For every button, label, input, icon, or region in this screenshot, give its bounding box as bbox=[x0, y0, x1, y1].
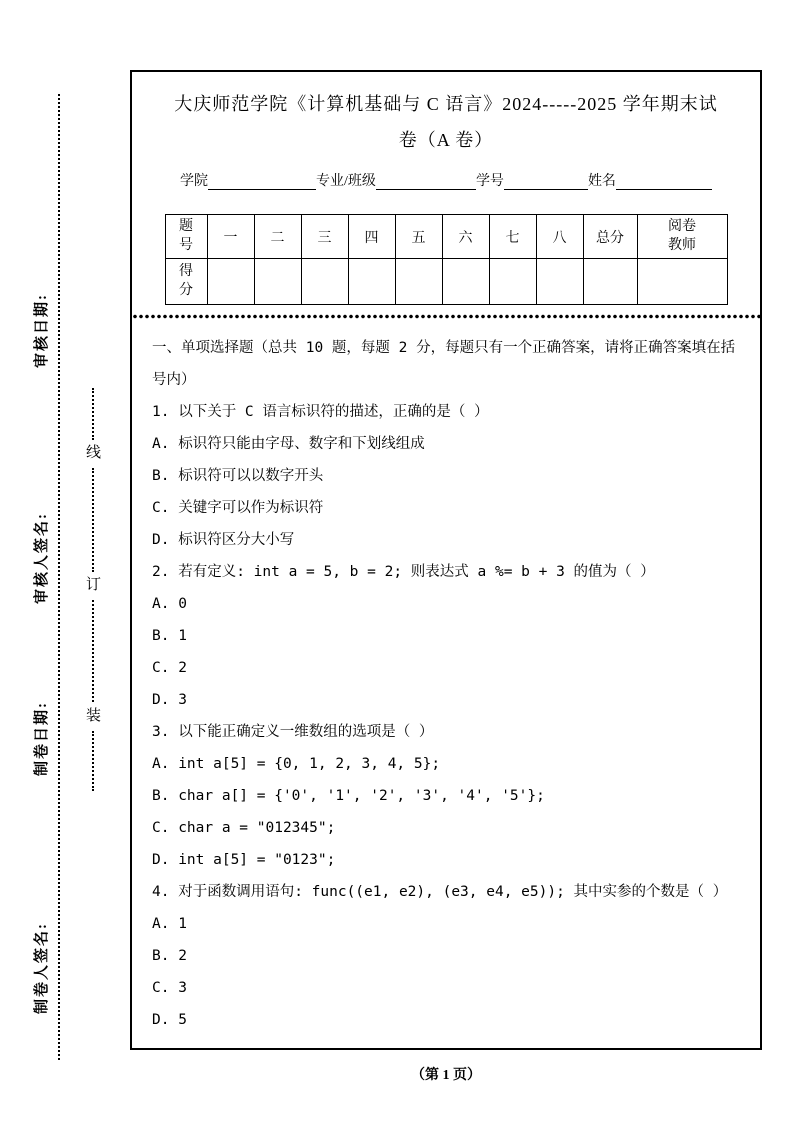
binding-line-segment bbox=[92, 731, 94, 791]
exam-paper-frame bbox=[130, 70, 762, 1050]
question-4-option-b: B. 2 bbox=[152, 948, 187, 964]
field-major-class-label: 专业/班级 bbox=[316, 174, 376, 189]
score-table-col-1: 一 bbox=[207, 215, 254, 259]
field-name-label: 姓名 bbox=[587, 174, 616, 189]
binding-line-char-ding: 订 bbox=[86, 577, 102, 593]
binding-line-segment bbox=[92, 600, 94, 702]
margin-dotted-line bbox=[58, 94, 60, 1060]
question-2-option-b: B. 1 bbox=[152, 628, 187, 644]
field-major-class-blank bbox=[376, 173, 476, 190]
question-1-option-b: B. 标识符可以以数字开头 bbox=[152, 468, 324, 484]
field-name-blank bbox=[616, 173, 712, 190]
binding-line-char-xian: 线 bbox=[86, 445, 102, 461]
field-major-class bbox=[316, 170, 476, 190]
score-blank-cell bbox=[489, 259, 536, 305]
question-3-option-b: B. char a[] = {'0', '1', '2', '3', '4', '5'}; bbox=[152, 788, 545, 804]
score-blank-cell bbox=[301, 259, 348, 305]
score-table-header-row bbox=[165, 215, 727, 259]
question-4-option-d: D. 5 bbox=[152, 1012, 187, 1028]
score-table-col-8: 八 bbox=[536, 215, 583, 259]
exam-title bbox=[132, 86, 760, 158]
score-table-col-3: 三 bbox=[301, 215, 348, 259]
binding-line-segment bbox=[92, 388, 94, 440]
score-table-col-6: 六 bbox=[442, 215, 489, 259]
reviewer-signature-label: 审核人签名: bbox=[34, 512, 50, 604]
score-blank-cell bbox=[254, 259, 301, 305]
field-school bbox=[180, 170, 316, 190]
field-school-blank bbox=[208, 173, 316, 190]
question-2-text: 2. 若有定义: int a = 5, b = 2; 则表达式 a %= b + 3 的值为（ ） bbox=[152, 564, 655, 580]
score-table-col-total: 总分 bbox=[583, 215, 637, 259]
question-1-text: 1. 以下关于 C 语言标识符的描述，正确的是（ ） bbox=[152, 404, 489, 420]
exam-content bbox=[132, 319, 760, 1036]
exam-title-line2: 卷（A 卷） bbox=[398, 130, 494, 150]
question-2-option-a: A. 0 bbox=[152, 596, 187, 612]
score-blank-cell bbox=[583, 259, 637, 305]
field-student-id-blank bbox=[504, 173, 588, 190]
score-table-col-7: 七 bbox=[489, 215, 536, 259]
score-table-corner-cell: 题号 bbox=[165, 215, 207, 259]
question-1-option-d: D. 标识符区分大小写 bbox=[152, 532, 295, 548]
score-table-score-row bbox=[165, 259, 727, 305]
review-date-label: 审核日期: bbox=[34, 293, 50, 368]
paper-maker-signature-label: 制卷人签名: bbox=[34, 922, 50, 1014]
question-4-option-c: C. 3 bbox=[152, 980, 187, 996]
field-name bbox=[588, 170, 712, 190]
question-1-option-c: C. 关键字可以作为标识符 bbox=[152, 500, 324, 516]
page-number: （第 1 页） bbox=[411, 1068, 481, 1083]
score-blank-cell bbox=[348, 259, 395, 305]
field-school-label: 学院 bbox=[180, 174, 209, 189]
score-table bbox=[165, 214, 728, 305]
question-4-option-a: A. 1 bbox=[152, 916, 187, 932]
question-3-text: 3. 以下能正确定义一维数组的选项是（ ） bbox=[152, 724, 434, 740]
score-table-col-5: 五 bbox=[395, 215, 442, 259]
score-table-col-grader: 阅卷教师 bbox=[637, 215, 727, 259]
binding-line-segment bbox=[92, 468, 94, 572]
score-blank-cell bbox=[395, 259, 442, 305]
score-blank-cell bbox=[536, 259, 583, 305]
question-4-text: 4. 对于函数调用语句: func((e1, e2), (e3, e4, e5)); 其中实参的个数是（ ） bbox=[152, 884, 728, 900]
binding-line-char-zhuang: 装 bbox=[86, 708, 102, 724]
question-3-option-c: C. char a = "012345"; bbox=[152, 820, 336, 836]
score-blank-cell bbox=[637, 259, 727, 305]
score-table-col-4: 四 bbox=[348, 215, 395, 259]
question-1-option-a: A. 标识符只能由字母、数字和下划线组成 bbox=[152, 436, 425, 452]
field-student-id-label: 学号 bbox=[475, 174, 504, 189]
paper-making-date-label: 制卷日期: bbox=[34, 701, 50, 776]
exam-title-line1: 大庆师范学院《计算机基础与 C 语言》2024-----2025 学年期末试 bbox=[174, 94, 718, 114]
question-3-option-d: D. int a[5] = "0123"; bbox=[152, 852, 336, 868]
question-3-option-a: A. int a[5] = {0, 1, 2, 3, 4, 5}; bbox=[152, 756, 441, 772]
question-2-option-d: D. 3 bbox=[152, 692, 187, 708]
score-table-col-2: 二 bbox=[254, 215, 301, 259]
student-info-line bbox=[132, 170, 760, 190]
field-student-id bbox=[476, 170, 588, 190]
score-blank-cell bbox=[442, 259, 489, 305]
score-blank-cell bbox=[207, 259, 254, 305]
score-row-label-cell: 得分 bbox=[165, 259, 207, 305]
question-2-option-c: C. 2 bbox=[152, 660, 187, 676]
section-title: 一、单项选择题（总共 10 题，每题 2 分，每题只有一个正确答案，请将正确答案填在括号内） bbox=[152, 340, 736, 388]
